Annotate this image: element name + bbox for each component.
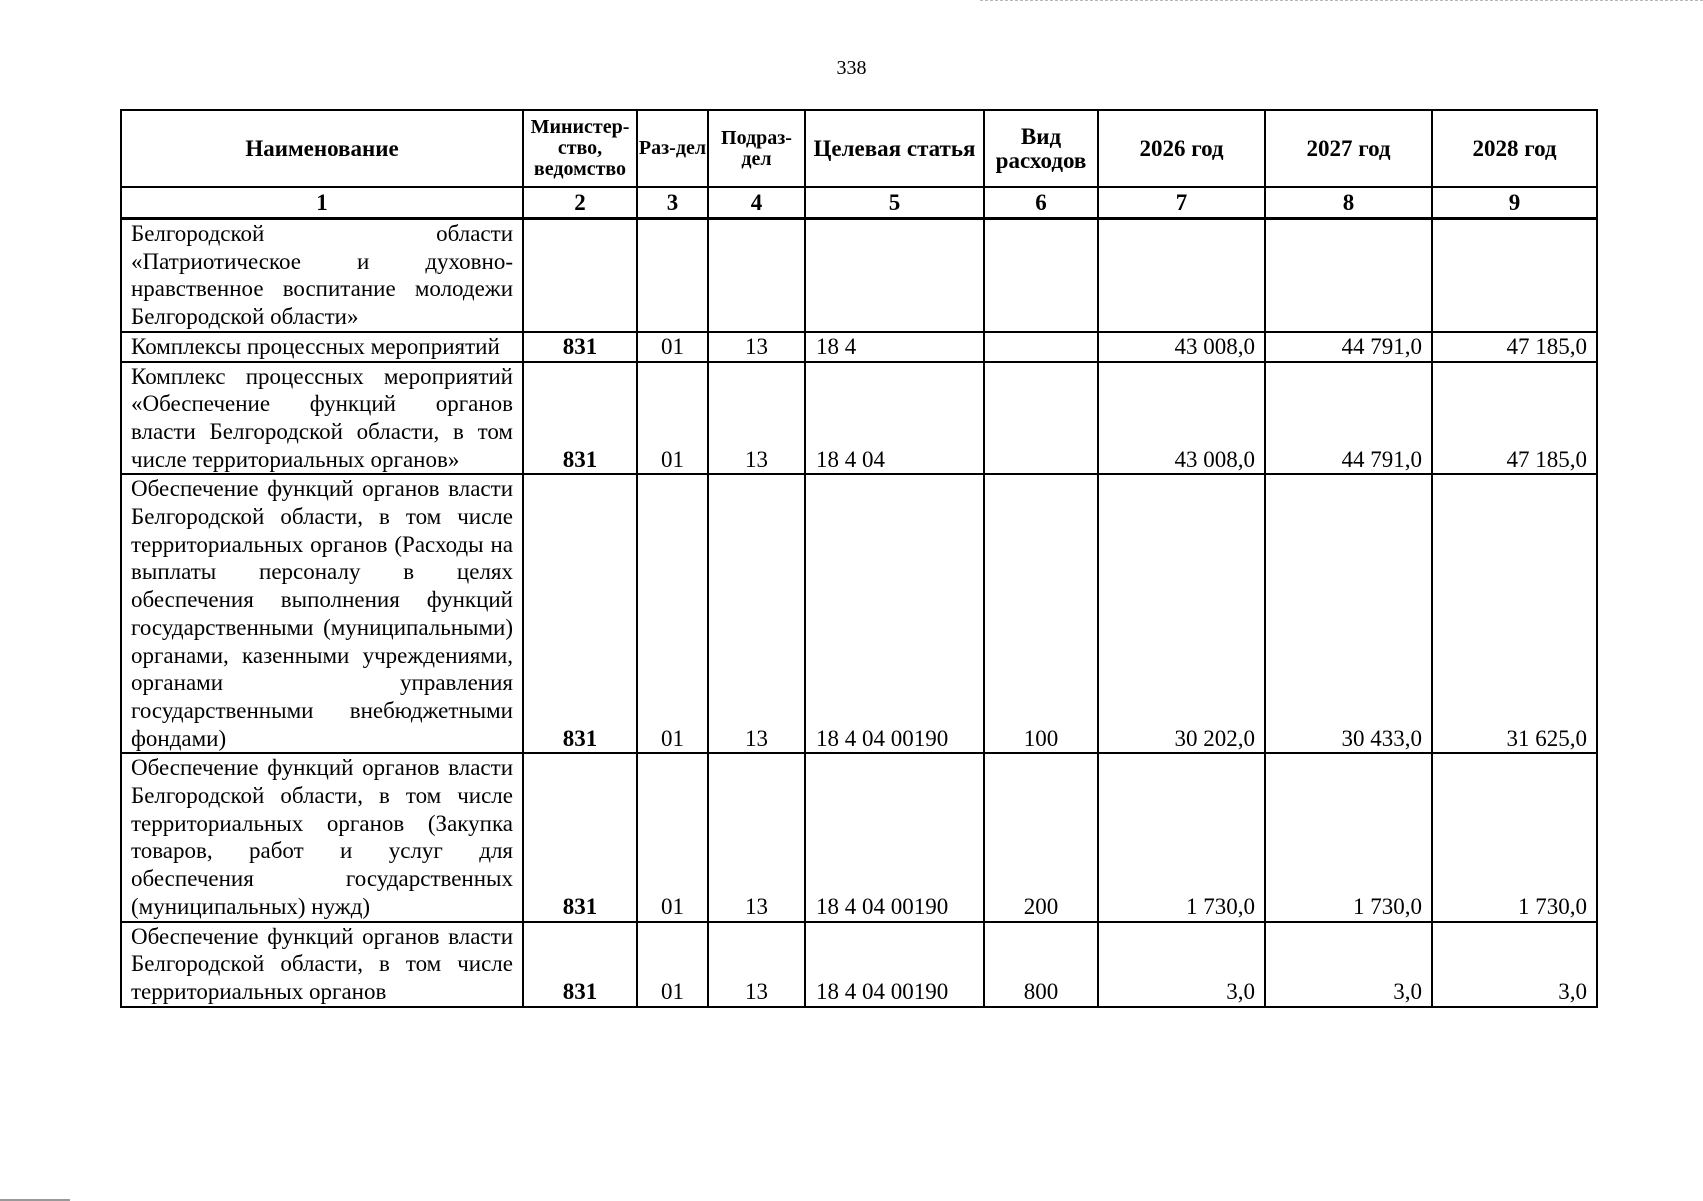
cell-subsection: 13 [708, 332, 805, 362]
header-expense-type: Вид расходов [984, 110, 1098, 187]
cell-2027: 1 730,0 [1265, 753, 1432, 921]
cell-2027 [1265, 219, 1432, 332]
cell-2027: 44 791,0 [1265, 332, 1432, 362]
column-number-row [121, 187, 1597, 219]
cell-subsection [708, 219, 805, 332]
cell-name: Обеспечение функций органов власти Белгородской области, в том числе территориальных органов [121, 922, 523, 1007]
cell-subsection: 13 [708, 753, 805, 921]
cell-subsection: 13 [708, 474, 805, 753]
cell-expense-type: 200 [984, 753, 1098, 921]
cell-ministry: 831 [523, 922, 637, 1007]
header-2027: 2027 год [1265, 110, 1432, 187]
cell-2026: 1 730,0 [1098, 753, 1265, 921]
column-number: 8 [1265, 187, 1432, 219]
cell-name: Обеспечение функций органов власти Белгородской области, в том числе территориальных органов (Расходы на выплаты персоналу в целях обеспечения выполнения функций государственными (муниципальными) органами, казенными учреждениями, органами управления государственными внебюджетными фондами) [121, 474, 523, 753]
column-number: 3 [637, 187, 708, 219]
cell-section: 01 [637, 753, 708, 921]
cell-ministry: 831 [523, 362, 637, 475]
cell-2026: 30 202,0 [1098, 474, 1265, 753]
cell-expense-type [984, 362, 1098, 475]
header-subsection: Подраз-дел [708, 110, 805, 187]
column-number: 6 [984, 187, 1098, 219]
cell-2028: 31 625,0 [1432, 474, 1597, 753]
table-row [121, 474, 1597, 753]
cell-2028 [1432, 219, 1597, 332]
header-row [121, 110, 1597, 187]
header-name: Наименование [121, 110, 523, 187]
cell-ministry: 831 [523, 753, 637, 921]
column-number: 4 [708, 187, 805, 219]
cell-2026: 43 008,0 [1098, 332, 1265, 362]
cell-2026: 43 008,0 [1098, 362, 1265, 475]
column-number: 2 [523, 187, 637, 219]
cell-target-article: 18 4 04 00190 [805, 922, 984, 1007]
cell-2027: 44 791,0 [1265, 362, 1432, 475]
cell-2027: 3,0 [1265, 922, 1432, 1007]
cell-section: 01 [637, 474, 708, 753]
cell-target-article: 18 4 04 00190 [805, 753, 984, 921]
cell-target-article [805, 219, 984, 332]
column-number: 7 [1098, 187, 1265, 219]
cell-name: Обеспечение функций органов власти Белгородской области, в том числе территориальных органов (Закупка товаров, работ и услуг для обеспечения государственных (муниципальных) нужд) [121, 753, 523, 921]
budget-table [120, 109, 1598, 1008]
scan-edge-line [980, 0, 1703, 1]
header-section: Раз-дел [637, 110, 708, 187]
header-2028: 2028 год [1432, 110, 1597, 187]
cell-ministry: 831 [523, 474, 637, 753]
cell-target-article: 18 4 04 [805, 362, 984, 475]
header-ministry: Министер-ство, ведомство [523, 110, 637, 187]
cell-target-article: 18 4 04 00190 [805, 474, 984, 753]
cell-subsection: 13 [708, 922, 805, 1007]
cell-section: 01 [637, 362, 708, 475]
column-number: 5 [805, 187, 984, 219]
cell-expense-type: 100 [984, 474, 1098, 753]
cell-section: 01 [637, 922, 708, 1007]
table-row [121, 922, 1597, 1007]
header-target: Целевая статья [805, 110, 984, 187]
cell-2028: 47 185,0 [1432, 332, 1597, 362]
cell-expense-type: 800 [984, 922, 1098, 1007]
cell-subsection: 13 [708, 362, 805, 475]
cell-2026 [1098, 219, 1265, 332]
cell-2028: 3,0 [1432, 922, 1597, 1007]
cell-name: Белгородской области «Патриотическое и духовно-нравственное воспитание молодежи Белгородской области» [121, 219, 523, 332]
cell-expense-type [984, 219, 1098, 332]
cell-name: Комплексы процессных мероприятий [121, 332, 523, 362]
cell-2028: 47 185,0 [1432, 362, 1597, 475]
table-row [121, 362, 1597, 475]
table-body [121, 219, 1597, 1007]
table-row [121, 753, 1597, 921]
cell-expense-type [984, 332, 1098, 362]
page-number: 338 [836, 57, 867, 79]
cell-section: 01 [637, 332, 708, 362]
cell-ministry: 831 [523, 332, 637, 362]
column-number: 9 [1432, 187, 1597, 219]
table-row [121, 219, 1597, 332]
cell-ministry [523, 219, 637, 332]
cell-name: Комплекс процессных мероприятий «Обеспечение функций органов власти Белгородской области, в том числе территориальных органов» [121, 362, 523, 475]
table-row [121, 332, 1597, 362]
cell-2027: 30 433,0 [1265, 474, 1432, 753]
cell-2028: 1 730,0 [1432, 753, 1597, 921]
header-2026: 2026 год [1098, 110, 1265, 187]
cell-section [637, 219, 708, 332]
cell-target-article: 18 4 [805, 332, 984, 362]
column-number: 1 [121, 187, 523, 219]
cell-2026: 3,0 [1098, 922, 1265, 1007]
